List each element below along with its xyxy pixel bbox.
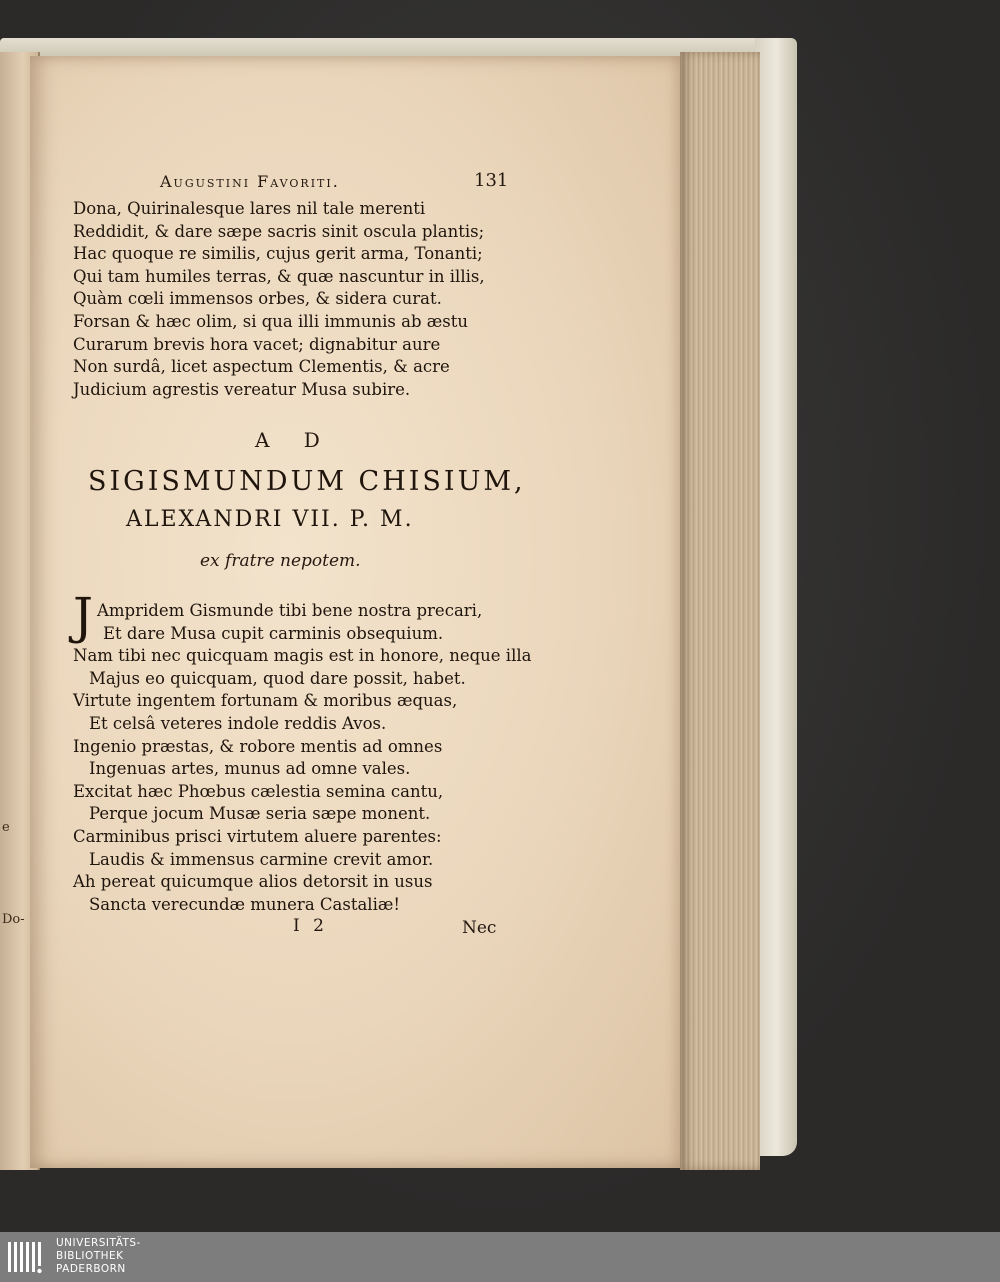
verse-line: Dona, Quirinalesque lares nil tale merenti	[73, 199, 426, 218]
verse-line: Perque jocum Musæ seria sæpe monent.	[89, 804, 431, 824]
verse-poem	[73, 600, 532, 916]
library-name-line: BIBLIOTHEK	[56, 1250, 124, 1262]
verse-line: Excitat hæc Phœbus cælestia semina cantu,	[73, 781, 444, 801]
page-number: 131	[474, 170, 509, 191]
verse-line: Quàm cœli immensos orbes, & sidera curat.	[73, 289, 442, 309]
book-cover-edge	[755, 38, 797, 1156]
heading-italic: ex fratre nepotem.	[200, 551, 361, 571]
verse-line: Laudis & immensus carmine crevit amor.	[89, 849, 434, 869]
verse-line: Sancta verecundæ munera Castaliæ!	[89, 894, 400, 914]
verse-line: Et dare Musa cupit carminis obsequium.	[103, 623, 444, 643]
book-cover-top	[0, 38, 770, 56]
library-name-line: UNIVERSITÄTS-	[56, 1237, 141, 1249]
verse-line: Forsan & hæc olim, si qua illi immunis ab æstu	[73, 311, 469, 331]
library-name-line: PADERBORN	[56, 1263, 126, 1275]
library-logo-icon	[6, 1238, 46, 1276]
verse-line: Judicium agrestis vereatur Musa subire.	[73, 379, 411, 399]
verse-line: Non surdâ, licet aspectum Clementis, & acre	[73, 357, 450, 377]
catchword: Nec	[462, 918, 497, 938]
heading-ad: A D	[255, 428, 334, 452]
verse-line: Ampridem Gismunde tibi bene nostra precari,	[97, 601, 483, 620]
verse-line: Ingenuas artes, munus ad omne vales.	[89, 759, 411, 779]
verse-line: Ingenio præstas, & robore mentis ad omnes	[73, 736, 443, 756]
verse-line: Ah pereat quicumque alios detorsit in usus	[73, 872, 433, 892]
verse-line: Nam tibi nec quicquam magis est in honore, neque illa	[73, 646, 532, 666]
verse-line: Reddidit, & dare sæpe sacris sinit oscula plantis;	[73, 221, 485, 241]
verse-line: Hac quoque re similis, cujus gerit arma, Tonanti;	[73, 244, 483, 264]
signature-mark: I 2	[293, 916, 328, 936]
drop-cap: J	[73, 587, 94, 645]
heading-sub: ALEXANDRI VII. P. M.	[126, 507, 414, 532]
page-block-edge	[680, 52, 760, 1170]
verse-line: Et celsâ veteres indole reddis Avos.	[89, 713, 387, 733]
verse-line: Majus eo quicquam, quod dare possit, habet.	[89, 668, 466, 688]
verse-line: Virtute ingentem fortunam & moribus æquas,	[73, 691, 458, 711]
heading-main: SIGISMUNDUM CHISIUM,	[88, 466, 526, 497]
library-name	[56, 1237, 141, 1276]
left-margin-catchword: Do-	[2, 912, 25, 927]
verse-line: Curarum brevis hora vacet; dignabitur aure	[73, 334, 441, 354]
left-margin-mark: e	[2, 820, 10, 835]
verse-line: Qui tam humiles terras, & quæ nascuntur in illis,	[73, 266, 485, 286]
library-footer	[0, 1232, 1000, 1282]
running-head: Augustini Favoriti.	[160, 172, 340, 191]
verse-top	[73, 198, 513, 401]
verse-line: Carminibus prisci virtutem aluere parentes:	[73, 826, 442, 846]
